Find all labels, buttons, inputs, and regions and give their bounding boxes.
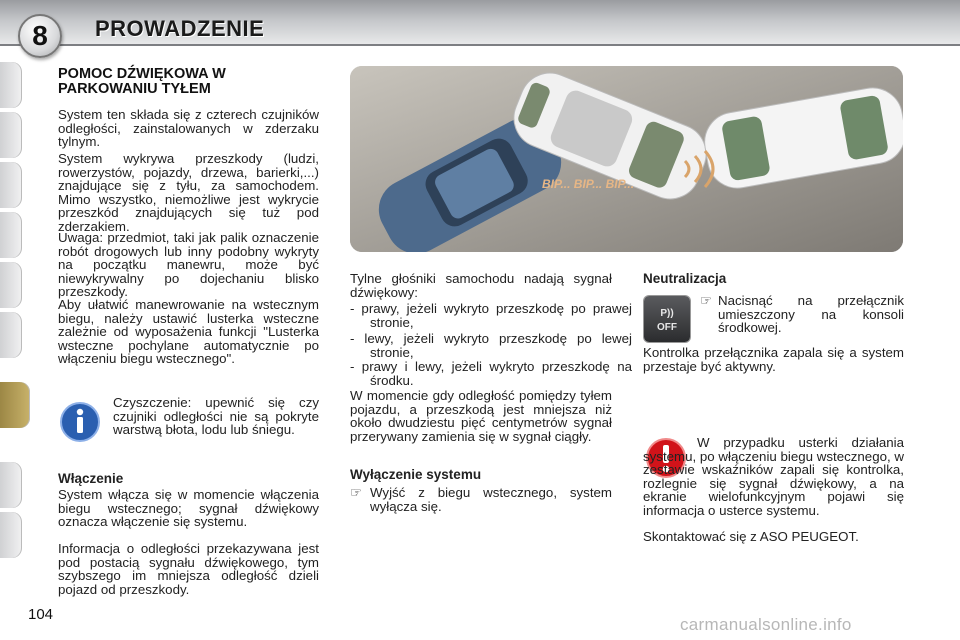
hand-pointer-icon: ☞ xyxy=(700,293,712,308)
chapter-tab-9[interactable] xyxy=(0,462,22,508)
chapter-tab-4[interactable] xyxy=(0,212,22,258)
chapter-tab-10[interactable] xyxy=(0,512,22,558)
header-rule xyxy=(0,44,960,46)
heading-deactivation: Wyłączenie systemu xyxy=(350,467,482,482)
button-label-symbol: P)) xyxy=(660,308,674,319)
chapter-tab-5[interactable] xyxy=(0,262,22,308)
info-icon xyxy=(58,400,102,444)
heading-neutralization: Neutralizacja xyxy=(643,271,727,286)
paragraph-deactivation: Wyjść z biegu wstecznego, system wyłącza się. xyxy=(370,485,612,514)
paragraph-fault-warning: W przypadku usterki działania systemu, po włączeniu biegu wstecznego, w zestawie wskaźników zapali się kontrolka, rozlegnie się sygnał dźwiękowy, a na ekranie wielofunkcyjnym pojawi się informacja o usterce systemu. xyxy=(643,435,904,518)
info-note-cleaning: Czyszczenie: upewnić się czy czujniki odległości nie są pokryte warstwą błota, lodu lub śniegu. xyxy=(113,395,319,438)
parking-illustration xyxy=(350,66,903,252)
list-item-right: - prawy, jeżeli wykryto przeszkodę po prawej stronie, xyxy=(350,301,632,330)
paragraph-distance-info: Informacja o odległości przekazywana jest pod postacią sygnału dźwiękowego, tym szybszego im mniejsza odległość dzieli pojazd od przeszkody. xyxy=(58,541,319,597)
list-item-both: - prawy i lewy, jeżeli wykryto przeszkodę na środku. xyxy=(350,359,632,388)
paragraph-detection: System wykrywa przeszkody (ludzi, rowerzystów, pojazdy, drzewa, barierki,...) znajdujące się z tyłu, za samochodem. Mimo wszystko, niemożliwe jest wykrycie przeszkód znajdujących się tuż pod zderzakiem. xyxy=(58,151,319,234)
paragraph-continuous-signal: W momencie gdy odległość pomiędzy tyłem pojazdu, a przeszkodą jest mniejsza niż około dwudziestu pięć centymetrów sygnał przerywany zamienia się w sygnał ciągły. xyxy=(350,388,612,444)
paragraph-speakers: Tylne głośniki samochodu nadają sygnał dźwiękowy: xyxy=(350,271,612,300)
button-label-off: OFF xyxy=(657,322,677,333)
heading-activation: Włączenie xyxy=(58,471,124,486)
cars-drawing xyxy=(350,66,903,252)
hand-pointer-icon: ☞ xyxy=(350,485,362,500)
paragraph-intro: System ten składa się z czterech czujników odległości, zainstalowanych w zderzaku tylnym. xyxy=(58,107,319,150)
paragraph-note: Uwaga: przedmiot, taki jak palik oznaczenie robót drogowych lub inny podobny wykryty na początku manewru, może być niewykrywalny po dojechaniu blisko przeszkody. xyxy=(58,230,319,300)
paragraph-press-switch: Nacisnąć na przełącznik umieszczony na konsoli środkowej. xyxy=(718,293,904,336)
paragraph-mirrors: Aby ułatwić manewrowanie na wstecznym biegu, należy ustawić lusterka wsteczne zależnie od wyposażenia funkcji "Lusterka wsteczne pochylane automatycznie po włączeniu biegu wstecznego". xyxy=(58,297,319,367)
paragraph-contact-dealer: Skontaktować się z ASO PEUGEOT. xyxy=(643,529,859,544)
section-heading-parking-aid: POMOC DŹWIĘKOWA W PARKOWANIU TYŁEM xyxy=(58,66,226,97)
chapter-number-badge: 8 xyxy=(18,14,62,58)
chapter-tab-1[interactable] xyxy=(0,62,22,108)
paragraph-activation: System włącza się w momencie włączenia biegu wstecznego; sygnał dźwiękowy oznacza włączenie się systemu. xyxy=(58,487,319,530)
list-item-left: - lewy, jeżeli wykryto przeszkodę po lewej stronie, xyxy=(350,331,632,360)
chapter-tab-6[interactable] xyxy=(0,312,22,358)
page-number: 104 xyxy=(28,606,54,623)
paragraph-indicator: Kontrolka przełącznika zapala się a system przestaje być aktywny. xyxy=(643,345,904,374)
watermark: carmanualsonline.info xyxy=(680,615,852,634)
chapter-tab-3[interactable] xyxy=(0,162,22,208)
chapter-tab-8-active[interactable] xyxy=(0,382,30,428)
beep-label: BIP... BIP... BIP... xyxy=(542,177,635,191)
chapter-title: PROWADZENIE xyxy=(95,16,265,41)
parking-off-button xyxy=(644,296,690,342)
chapter-tab-2[interactable] xyxy=(0,112,22,158)
